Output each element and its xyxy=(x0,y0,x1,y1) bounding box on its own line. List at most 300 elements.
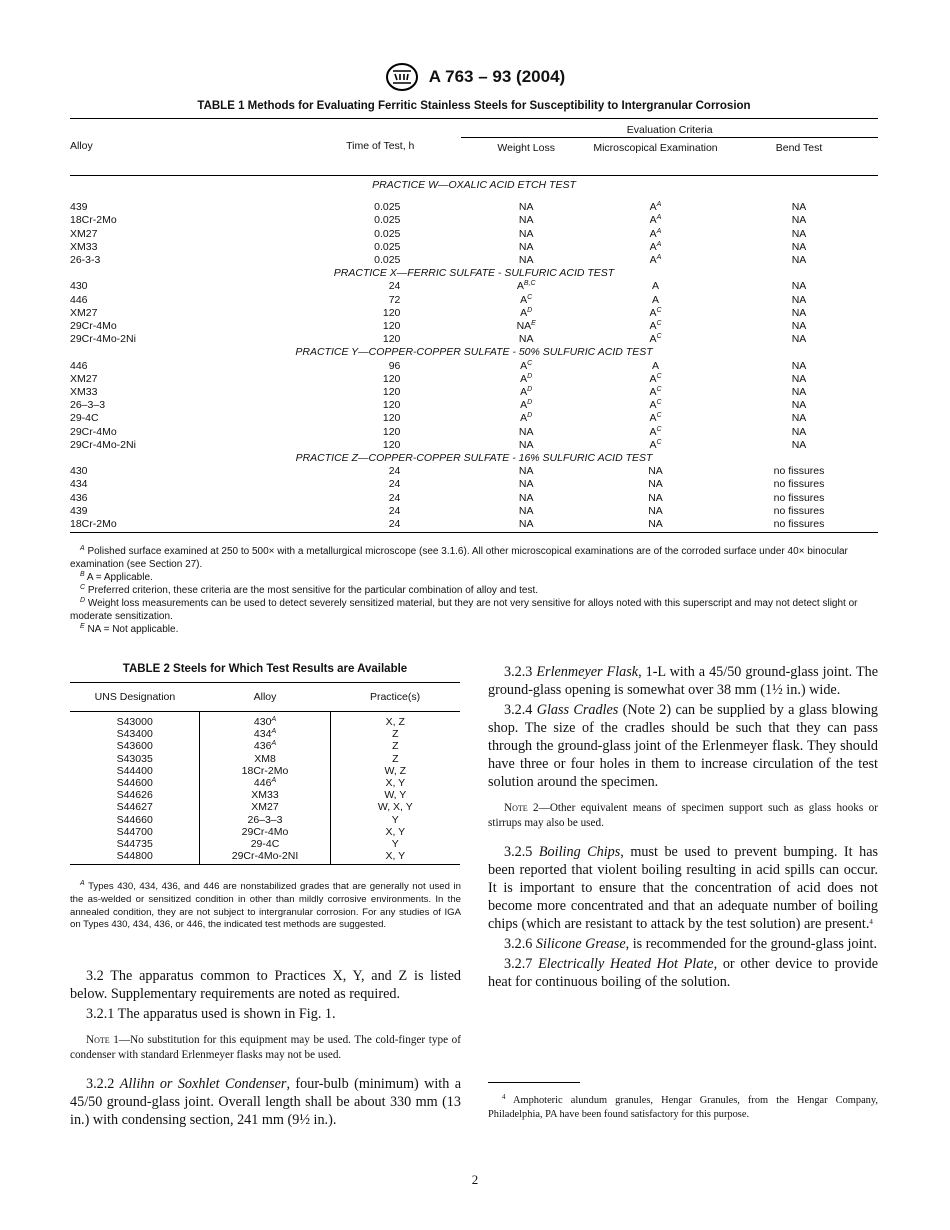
paragraph-3-2-5-number: 3.2.5 xyxy=(504,844,533,860)
cell-value: A xyxy=(649,372,657,385)
cell-footnote-mark: A xyxy=(656,214,662,222)
cell-footnote-mark: C xyxy=(656,412,662,420)
cell-footnote-mark: C xyxy=(656,386,662,394)
cell-value: A xyxy=(649,333,657,346)
microscopical-cell xyxy=(591,280,720,293)
practice-heading: PRACTICE W—OXALIC ACID ETCH TEST xyxy=(372,179,576,191)
alloy-cell: XM27 xyxy=(70,227,98,240)
alloy-cell: 18Cr-2Mo xyxy=(70,214,117,227)
cell-value: A xyxy=(649,412,657,425)
cell-footnote-mark: D xyxy=(527,399,533,407)
table-row xyxy=(70,399,878,412)
practices-cell: W, X, Y xyxy=(377,801,413,814)
weight-loss-cell xyxy=(461,465,591,478)
cell-value: NA xyxy=(518,478,534,491)
table1-footnote-mark: A xyxy=(80,545,85,552)
time-cell: 120 xyxy=(382,372,401,385)
table-row xyxy=(70,801,460,813)
table1-footnote-text: Polished surface examined at 250 to 500× with a metallurgical microscope (see 3.1.6). All other microscopical examinations are of the corroded surface under 40× binocular examination (see Section 27). xyxy=(70,546,848,570)
microscopical-cell xyxy=(591,241,720,254)
paragraph-3-2-2 xyxy=(70,1075,461,1129)
footnote-divider xyxy=(488,1082,580,1083)
bend-test-cell: NA xyxy=(791,293,807,306)
table1-footnote-text: Preferred criterion, these criteria are the most sensitive for the particular combination of alloy and test. xyxy=(87,585,539,596)
cell-value: A xyxy=(651,293,659,306)
bend-test-cell: NA xyxy=(791,320,807,333)
microscopical-cell xyxy=(591,492,720,505)
cell-value: NA xyxy=(518,491,534,504)
cell-footnote-mark: A xyxy=(656,227,662,235)
weight-loss-cell xyxy=(461,294,591,307)
weight-loss-cell xyxy=(461,373,591,386)
table-row xyxy=(70,478,878,491)
table1-header-bend-test: Bend Test xyxy=(775,142,823,154)
paragraph-3-2-4-number: 3.2.4 xyxy=(504,702,533,718)
uns-cell: S44735 xyxy=(70,838,200,850)
alloy-cell xyxy=(200,712,330,729)
paragraph-3-2-3 xyxy=(488,663,878,699)
paragraph-3-2-6 xyxy=(488,935,878,953)
paragraph-3-2-4 xyxy=(488,701,878,791)
left-column-text xyxy=(70,967,461,1131)
table1-header-evaluation: Evaluation Criteria xyxy=(461,119,878,138)
practices-cell: Y xyxy=(391,813,399,826)
table1-title: TABLE 1 Methods for Evaluating Ferritic Stainless Steels for Susceptibility to Intergranular Corrosion xyxy=(197,100,751,112)
cell-value: A xyxy=(516,280,524,293)
time-cell: 24 xyxy=(388,491,401,504)
alloy-cell: 430 xyxy=(70,280,88,293)
microscopical-cell xyxy=(591,333,720,346)
table2-header-alloy: Alloy xyxy=(200,683,330,712)
bend-test-cell: no fissures xyxy=(773,478,825,491)
cell-value: NA xyxy=(648,478,663,491)
weight-loss-cell xyxy=(461,254,591,267)
practices-cell: W, Z xyxy=(384,764,407,777)
cell-footnote-mark: C xyxy=(527,293,533,301)
weight-loss-cell xyxy=(461,505,591,518)
time-cell: 120 xyxy=(382,438,401,451)
document-header xyxy=(0,62,950,92)
table1-footnote-mark: C xyxy=(80,584,86,591)
table-row xyxy=(70,294,878,307)
cell-value: NA xyxy=(648,491,663,504)
table1-header-alloy: Alloy xyxy=(70,140,93,153)
table-row xyxy=(70,753,460,765)
table2-footnote xyxy=(70,881,461,932)
time-cell: 24 xyxy=(388,280,401,293)
practices-cell: W, Y xyxy=(384,789,407,802)
cell-footnote-mark: C xyxy=(656,320,662,328)
time-cell: 0.025 xyxy=(374,254,401,267)
paragraph-3-2-2-term: Allihn or Soxhlet Condenser xyxy=(119,1076,287,1092)
weight-loss-cell xyxy=(461,241,591,254)
practices-cell: X, Y xyxy=(385,825,406,838)
paragraph-3-2-4-text: (Note 2) can be supplied by a glass blowing shop. The size of the cradles should be such that they can pass through the ground-glass joint of the Erlenmeyer flask. They should have three or four holes in them to increase circulation of the test solution around the specimen. xyxy=(488,702,878,790)
alloy-cell xyxy=(200,850,330,865)
bend-test-cell: NA xyxy=(791,280,807,293)
alloy-value: 436 xyxy=(253,740,272,753)
cell-value: A xyxy=(649,438,657,451)
cell-value: A xyxy=(649,254,657,267)
cell-value: NA xyxy=(518,425,534,438)
bend-test-cell: NA xyxy=(791,359,807,372)
table1-footnote xyxy=(70,597,880,623)
cell-footnote-mark: E xyxy=(531,320,536,328)
uns-cell: S44660 xyxy=(70,814,200,826)
alloy-cell: XM27 xyxy=(70,306,98,319)
alloy-cell: 29-4C xyxy=(70,412,99,425)
table1-header-microscopical: Microscopical Examination xyxy=(593,142,718,154)
table-row xyxy=(70,826,460,838)
cell-value: A xyxy=(520,359,528,372)
cell-value: A xyxy=(520,293,528,306)
practices-cell: Z xyxy=(392,728,399,741)
cell-footnote-mark: C xyxy=(527,359,533,367)
table1-footnote-text: NA = Not applicable. xyxy=(87,624,179,635)
bend-test-cell: NA xyxy=(791,227,807,240)
note-2-text: —Other equivalent means of specimen support such as glass hooks or stirrups may also be used. xyxy=(488,802,878,829)
time-cell: 0.025 xyxy=(374,201,401,214)
table1-footnote xyxy=(70,545,880,571)
bend-test-cell: NA xyxy=(791,438,807,451)
bend-test-cell: no fissures xyxy=(773,491,825,504)
table2-footnote-mark: A xyxy=(80,880,85,887)
practices-cell: Y xyxy=(391,838,399,851)
weight-loss-cell xyxy=(461,360,591,373)
uns-cell: S44600 xyxy=(70,777,200,789)
weight-loss-cell xyxy=(461,333,591,346)
table2-header-practices: Practice(s) xyxy=(330,683,460,712)
alloy-cell: XM27 xyxy=(70,372,98,385)
paragraph-3-2-6-text: , is recommended for the ground-glass joint. xyxy=(625,936,878,952)
alloy-cell xyxy=(200,728,330,740)
uns-cell: S43000 xyxy=(70,712,200,729)
time-cell: 0.025 xyxy=(374,240,401,253)
astm-logo-icon xyxy=(385,62,419,92)
time-cell: 120 xyxy=(382,320,401,333)
paragraph-3-2-6-number: 3.2.6 xyxy=(504,936,533,952)
table1-footnote-text: A = Applicable. xyxy=(86,572,153,583)
page-number: 2 xyxy=(471,1172,479,1187)
table-row xyxy=(70,201,878,214)
paragraph-3-2-2-text: , four-bulb (minimum) with a 45/50 ground-glass joint. Overall length shall be about 330 mm (13 in.) with condensing section, 241 mm (9½ in.). xyxy=(70,1076,462,1128)
alloy-footnote-mark: A xyxy=(271,777,277,785)
paragraph-3-2-5 xyxy=(488,843,878,933)
cell-footnote-mark: D xyxy=(527,306,533,314)
weight-loss-cell xyxy=(461,214,591,227)
paragraph-3-2: 3.2 The apparatus common to Practices X, Y, and Z is listed below. Supplementary requirements are noted as required. xyxy=(70,968,461,1002)
alloy-footnote-mark: A xyxy=(271,716,277,723)
time-cell: 0.025 xyxy=(374,214,401,227)
paragraph-3-2-5-term: Boiling Chips xyxy=(538,844,621,860)
table-row xyxy=(70,850,460,865)
cell-value: A xyxy=(649,399,657,412)
note-1-text: —No substitution for this equipment may be used. The cold-finger type of condenser with standard Erlenmeyer flasks may not be used. xyxy=(70,1034,461,1061)
alloy-cell: 29Cr-4Mo xyxy=(70,320,117,333)
cell-value: NA xyxy=(518,214,534,227)
alloy-cell: 434 xyxy=(70,478,88,491)
table2-body xyxy=(70,712,460,865)
table1-footnote-text: Weight loss measurements can be used to detect severely sensitized material, but they are not very sensitive for alloys noted with this superscript and may not detect slight or moderate sensitization. xyxy=(70,598,858,622)
weight-loss-cell xyxy=(461,386,591,399)
cell-value: A xyxy=(651,359,659,372)
paragraph-3-2-7 xyxy=(488,955,878,991)
cell-value: NA xyxy=(648,518,663,531)
alloy-cell: XM33 xyxy=(70,386,98,399)
table2 xyxy=(70,682,460,865)
table1-practice-row xyxy=(70,346,878,359)
note-1-label: Note 1 xyxy=(86,1034,119,1046)
time-cell: 120 xyxy=(382,306,401,319)
bend-test-cell: NA xyxy=(791,333,807,346)
table2-header-uns: UNS Designation xyxy=(70,683,200,712)
cell-value: A xyxy=(520,412,528,425)
microscopical-cell xyxy=(591,426,720,439)
alloy-cell xyxy=(200,826,330,838)
table1-practice-row xyxy=(70,452,878,465)
weight-loss-cell xyxy=(461,307,591,320)
table-row xyxy=(70,492,878,505)
microscopical-cell xyxy=(591,307,720,320)
cell-footnote-mark: A xyxy=(656,201,662,209)
bend-test-cell: NA xyxy=(791,372,807,385)
bend-test-cell: NA xyxy=(791,254,807,267)
cell-value: A xyxy=(520,386,528,399)
microscopical-cell xyxy=(591,518,720,533)
right-column-text xyxy=(488,663,878,993)
cell-value: A xyxy=(520,372,528,385)
cell-value: NA xyxy=(518,504,534,517)
alloy-cell: 436 xyxy=(70,491,88,504)
time-cell: 120 xyxy=(382,386,401,399)
cell-value: NA xyxy=(518,227,534,240)
bend-test-cell: NA xyxy=(791,240,807,253)
table1-header-time: Time of Test, h xyxy=(346,140,415,153)
weight-loss-cell xyxy=(461,280,591,293)
alloy-cell: 29Cr-4Mo xyxy=(70,425,117,438)
alloy-value: XM27 xyxy=(251,801,279,814)
paragraph-3-2-4-term: Glass Cradles xyxy=(536,702,619,718)
alloy-value: 446 xyxy=(253,777,272,790)
table-row xyxy=(70,518,878,533)
table-row xyxy=(70,360,878,373)
alloy-cell: 18Cr-2Mo xyxy=(70,518,289,533)
cell-value: A xyxy=(520,399,528,412)
alloy-cell xyxy=(200,838,330,850)
alloy-cell xyxy=(200,789,330,801)
table-row xyxy=(70,214,878,227)
table-row xyxy=(70,740,460,752)
microscopical-cell xyxy=(591,294,720,307)
alloy-cell xyxy=(200,765,330,777)
time-cell: 24 xyxy=(388,465,401,478)
bend-test-cell: no fissures xyxy=(773,504,825,517)
note-1 xyxy=(70,1033,461,1063)
alloy-value: 26–3–3 xyxy=(247,813,283,826)
table-row xyxy=(70,320,878,333)
bend-test-cell: NA xyxy=(791,214,807,227)
alloy-cell xyxy=(200,740,330,752)
table-row xyxy=(70,728,460,740)
cell-value: NA xyxy=(518,254,534,267)
alloy-cell: 26-3-3 xyxy=(70,254,101,267)
practice-heading: PRACTICE X—FERRIC SULFATE - SULFURIC ACID TEST xyxy=(333,267,615,280)
microscopical-cell xyxy=(591,505,720,518)
alloy-cell: 26–3–3 xyxy=(70,399,106,412)
practices-cell: Z xyxy=(392,740,399,753)
microscopical-cell xyxy=(591,412,720,425)
alloy-value: XM33 xyxy=(251,789,279,802)
alloy-cell: 29Cr-4Mo-2Ni xyxy=(70,438,136,451)
cell-footnote-mark: C xyxy=(656,425,662,433)
weight-loss-cell xyxy=(461,492,591,505)
cell-footnote-mark: D xyxy=(527,412,533,420)
table2-footnote-text: Types 430, 434, 436, and 446 are nonstabilized grades that are generally not used in the as-welded or sensitized condition in other than mildly corrosive environments. In the annealed condition, they are not subject to intergranular corrosion. For any studies of IGA on Types 430, 434, 436, or 446, the indicated test methods are suggested. xyxy=(70,881,461,931)
footnote-4-mark: 4 xyxy=(502,1093,506,1101)
weight-loss-cell xyxy=(461,320,591,333)
microscopical-cell xyxy=(591,439,720,452)
microscopical-cell xyxy=(591,373,720,386)
alloy-cell xyxy=(200,801,330,813)
cell-value: A xyxy=(649,306,657,319)
table-row xyxy=(70,333,878,346)
uns-cell: S43400 xyxy=(70,728,200,740)
bend-test-cell: NA xyxy=(791,201,807,214)
cell-footnote-mark: C xyxy=(656,372,662,380)
alloy-cell xyxy=(200,814,330,826)
table-row xyxy=(70,814,460,826)
table1-footnote xyxy=(70,623,880,636)
alloy-cell: 446 xyxy=(70,293,88,306)
microscopical-cell xyxy=(591,201,720,214)
cell-footnote-mark: D xyxy=(527,372,533,380)
table1-footnote-mark: B xyxy=(80,571,85,578)
bend-test-cell: no fissures xyxy=(773,465,825,478)
table-row xyxy=(70,280,878,293)
table-row xyxy=(70,412,878,425)
bend-test-cell: NA xyxy=(791,412,807,425)
alloy-cell: 29Cr-4Mo-2Ni xyxy=(70,333,136,346)
paragraph-3-2-1: 3.2.1 The apparatus used is shown in Fig. 1. xyxy=(86,1006,336,1022)
microscopical-cell xyxy=(591,386,720,399)
time-cell: 120 xyxy=(382,333,401,346)
practice-heading: PRACTICE Y—COPPER-COPPER SULFATE - 50% SULFURIC ACID TEST xyxy=(295,346,653,359)
table-row xyxy=(70,789,460,801)
alloy-value: 430 xyxy=(253,716,272,728)
cell-footnote-mark: C xyxy=(656,306,662,314)
paragraph-3-2-7-term: Electrically Heated Hot Plate xyxy=(538,956,714,972)
practice-heading: PRACTICE Z—COPPER-COPPER SULFATE - 16% SULFURIC ACID TEST xyxy=(295,452,653,465)
cell-value: NA xyxy=(516,320,532,333)
cell-footnote-mark: B,C xyxy=(523,280,536,288)
cell-footnote-mark: A xyxy=(656,254,662,262)
alloy-cell: 430 xyxy=(70,465,88,478)
table1-footnote xyxy=(70,571,880,584)
practices-cell: X, Y xyxy=(385,777,406,790)
microscopical-cell xyxy=(591,320,720,333)
paragraph-3-2-5-text: , must be used to prevent bumping. It has been reported that violent boiling resulting in acid spills can occur. It is important to ensure that the concentration of acid does not become more concentrated and that an adequate number of boiling chips (which are resistant to attack by the test solution) are present. xyxy=(488,844,879,932)
uns-cell: S44626 xyxy=(70,789,200,801)
cell-value: NA xyxy=(648,504,663,517)
table1-footnote-mark: D xyxy=(80,597,86,604)
alloy-cell: 439 xyxy=(70,201,88,214)
paragraph-3-2-6-term: Silicone Grease xyxy=(535,936,626,952)
cell-value: A xyxy=(649,201,657,214)
alloy-footnote-mark: A xyxy=(271,740,277,748)
table-row xyxy=(70,386,878,399)
alloy-value: XM8 xyxy=(254,752,276,765)
table-row xyxy=(70,777,460,789)
table-row xyxy=(70,505,878,518)
weight-loss-cell xyxy=(461,228,591,241)
alloy-value: 434 xyxy=(253,728,272,741)
cell-footnote-mark: C xyxy=(656,399,662,407)
microscopical-cell xyxy=(591,478,720,491)
uns-cell: S43600 xyxy=(70,740,200,752)
footnote-ref-4[interactable]: 4 xyxy=(869,918,873,926)
time-cell: 120 xyxy=(382,399,401,412)
table1-header-weight-loss: Weight Loss xyxy=(497,142,555,154)
time-cell: 120 xyxy=(382,412,401,425)
alloy-value: 29Cr-4Mo xyxy=(241,825,289,838)
weight-loss-cell xyxy=(461,439,591,452)
weight-loss-cell xyxy=(461,426,591,439)
bend-test-cell: NA xyxy=(791,399,807,412)
bend-test-cell: NA xyxy=(791,386,807,399)
table1-footnote xyxy=(70,584,880,597)
table-row xyxy=(70,439,878,452)
microscopical-cell xyxy=(591,465,720,478)
footnote-4 xyxy=(488,1094,878,1122)
alloy-cell xyxy=(200,777,330,789)
weight-loss-cell xyxy=(461,478,591,491)
table1-practice-row xyxy=(70,267,878,280)
cell-value: NA xyxy=(518,438,534,451)
alloy-value: 29-4C xyxy=(250,838,280,851)
cell-footnote-mark: C xyxy=(656,333,662,341)
table1-practice-row xyxy=(70,176,878,202)
table1 xyxy=(70,118,878,533)
table2-title: TABLE 2 Steels for Which Test Results are Available xyxy=(122,663,408,675)
paragraph-3-2-3-number: 3.2.3 xyxy=(504,664,533,680)
table1-footnotes xyxy=(70,545,880,636)
bend-test-cell: no fissures xyxy=(720,518,878,533)
time-cell: 0.025 xyxy=(374,227,401,240)
cell-value: A xyxy=(520,306,528,319)
microscopical-cell xyxy=(591,399,720,412)
cell-value: NA xyxy=(518,333,534,346)
paragraph-3-2-7-text: , or other device to provide heat for continuous boiling of the solution. xyxy=(488,956,878,990)
alloy-value: 18Cr-2Mo xyxy=(241,764,289,777)
note-2-label: Note 2 xyxy=(504,802,539,814)
cell-value: A xyxy=(649,425,657,438)
table-row xyxy=(70,426,878,439)
cell-footnote-mark: A xyxy=(656,240,662,248)
table-row xyxy=(70,838,460,850)
cell-footnote-mark: D xyxy=(527,386,533,394)
cell-value: NA xyxy=(518,240,534,253)
bend-test-cell: NA xyxy=(791,425,807,438)
weight-loss-cell xyxy=(461,201,591,214)
microscopical-cell xyxy=(591,228,720,241)
weight-loss-cell xyxy=(461,399,591,412)
weight-loss-cell xyxy=(461,518,591,533)
weight-loss-cell xyxy=(461,412,591,425)
paragraph-3-2-2-number: 3.2.2 xyxy=(86,1076,115,1092)
table-row xyxy=(70,465,878,478)
table-row xyxy=(70,373,878,386)
alloy-cell: 439 xyxy=(70,504,88,517)
